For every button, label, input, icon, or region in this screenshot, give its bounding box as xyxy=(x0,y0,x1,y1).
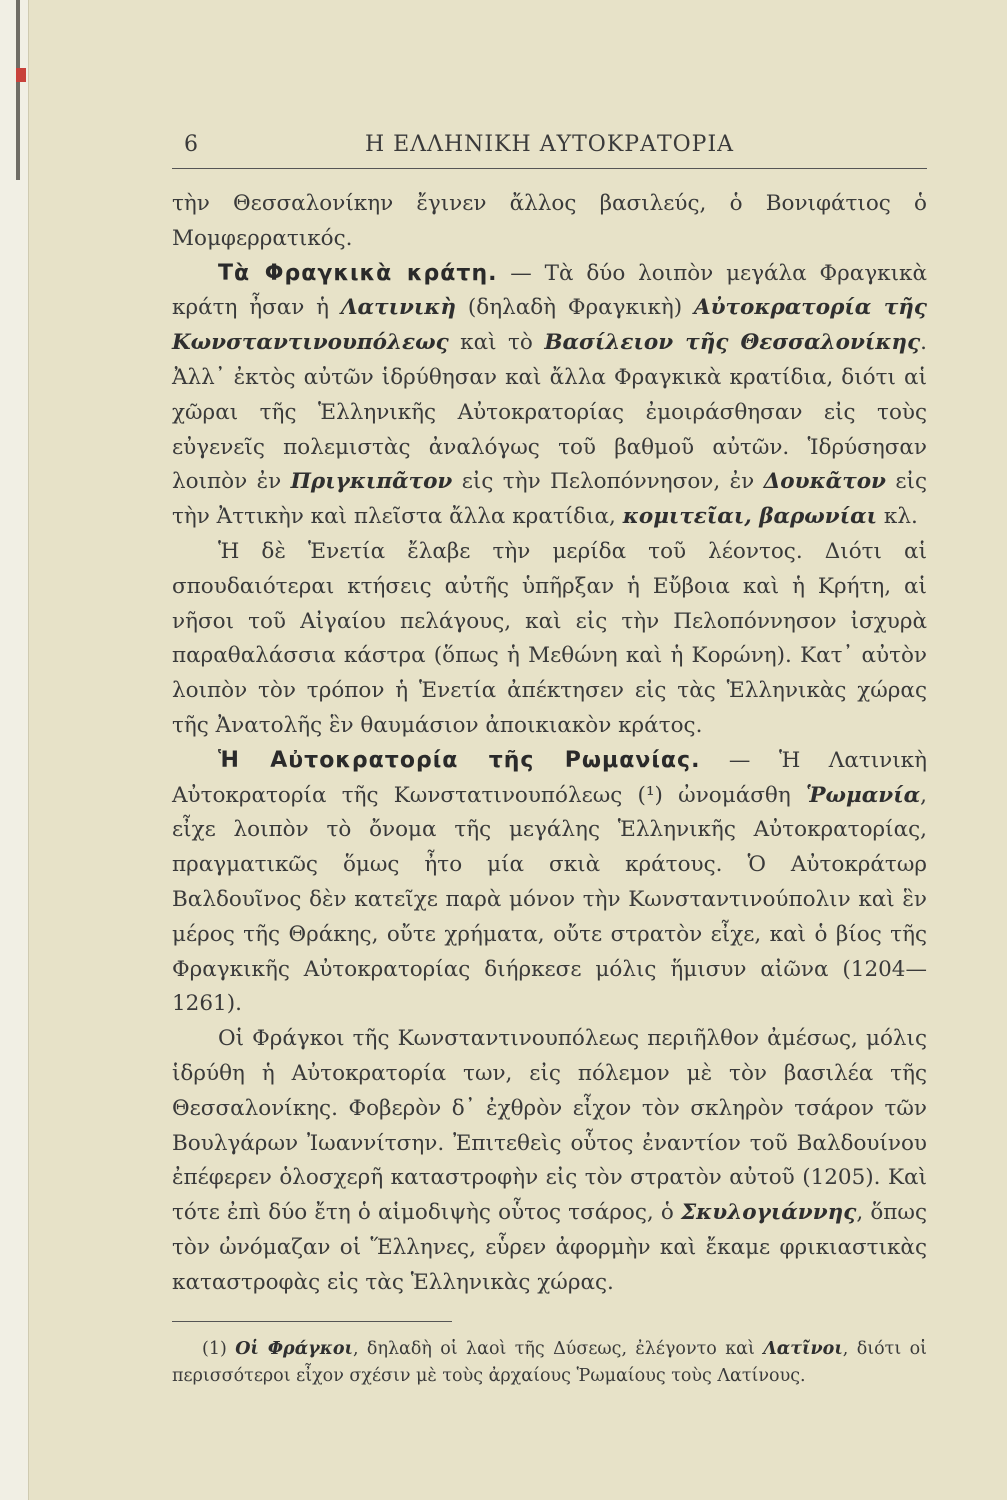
book-page xyxy=(172,120,927,1408)
text-run: τὴν Θεσσαλονίκην ἔγινεν ἄλλος βασιλεύς, ὁ Βονιφάτιος ὁ Μομφερρατικός. xyxy=(172,191,927,251)
emphasis: Δουκᾶτον xyxy=(763,469,886,495)
emphasis: Βασίλειον τῆς Θεσσαλονίκης xyxy=(544,330,921,356)
text-run: Ἡ δὲ Ἑνετία ἔλαβε τὴν μερίδα τοῦ λέοντος. Διότι αἱ σπουδαιότεραι κτήσεις αὐτῆς ὑπῆρξαν ἡ Εὔβοια καὶ ἡ Κρήτη, αἱ νῆσοι τοῦ Αἰγαίου πελάγους, καὶ εἰς τὴν Πελοπόννησον ἰσχυρὰ παραθαλάσσια κάστρα (ὅπως ἡ Μεθώνη καὶ ἡ Κορώνη). Κατ᾽ αὐτὸν λοιπὸν τὸν τρόπον ἡ Ἑνετία ἀπέκτησεν εἰς τὰς Ἑλληνικὰς χώρας τῆς Ἀνατολῆς ἓν θαυμάσιον ἀποικιακὸν κράτος. xyxy=(172,538,927,738)
text-run: , εἶχε λοιπὸν τὸ ὄνομα τῆς μεγάλης Ἑλληνικῆς Αὐτοκρατορίας, πραγματικῶς ὅμως ἦτο μία σκιὰ κράτους. Ὁ Αὐτοκράτωρ Βαλδουῖνος δὲν κατεῖχε παρὰ μόνον τὴν Κωνσταντινούπολιν καὶ ἓν μέρος τῆς Θράκης, οὔτε χρήματα, οὔτε στρατὸν εἶχε, καὶ ὁ βίος τῆς Φραγκικῆς Αὐτοκρατορίας διήρκεσε μόλις ἥμισυν αἰῶνα (1204—1261). xyxy=(172,782,927,1017)
text-run: — Τὰ δύο λοιπὸν μεγάλα Φραγκικὰ κράτη ἦσαν ἡ xyxy=(172,260,927,321)
text-run: κλ. xyxy=(877,504,918,530)
footnote xyxy=(172,1336,927,1391)
section-heading-frankish-states: Τὰ Φραγκικὰ κράτη. xyxy=(218,260,498,286)
paragraph-venice xyxy=(172,535,927,744)
body-text xyxy=(172,187,927,1301)
paragraph-1 xyxy=(172,187,927,257)
emphasis: Πριγκιπᾶτον xyxy=(290,469,453,495)
red-tab-mark xyxy=(16,68,26,82)
paragraph-romania xyxy=(172,744,927,1022)
emphasis: Ῥωμανία xyxy=(805,782,921,808)
text-run: , διότι οἱ περισσότεροι εἶχον σχέσιν μὲ τοὺς ἀρχαίους Ῥωμαίους τοὺς Λατίνους. xyxy=(172,1338,928,1386)
text-run: . Ἀλλ᾽ ἐκτὸς αὐτῶν ἱδρύθησαν καὶ ἄλλα Φραγκικὰ κρατίδια, διότι αἱ χῶραι τῆς Ἑλληνικῆς Αὐτοκρατορίας ἐμοιράσθησαν εἰς τοὺς εὐγενεῖς πολεμιστὰς ἀναλόγως τοῦ βαθμοῦ αὐτῶν. Ἱδρύσησαν λοιπὸν ἐν xyxy=(172,330,928,495)
page-number: 6 xyxy=(184,132,198,157)
emphasis: Σκυλογιάννης xyxy=(680,1200,857,1226)
emphasis: Λατινικὴ xyxy=(340,295,457,321)
page-header xyxy=(172,120,927,169)
emphasis: Λατῖνοι xyxy=(763,1338,843,1359)
emphasis: κομιτεῖαι, βαρωνίαι xyxy=(622,504,878,530)
binding-mark xyxy=(16,0,20,180)
paragraph-bulgarians xyxy=(172,1022,927,1300)
emphasis: Οἱ Φράγκοι xyxy=(235,1338,353,1359)
text-run: , δηλαδὴ οἱ λαοὶ τῆς Δύσεως, ἐλέγοντο καὶ xyxy=(352,1338,764,1359)
text-run: καὶ τὸ xyxy=(448,330,545,356)
text-run: Οἱ Φράγκοι τῆς Κωνσταντινουπόλεως περιῆλθον ἀμέσως, μόλις ἱδρύθη ἡ Αὐτοκρατορία των, εἰς πόλεμον μὲ τὸν βασιλέα τῆς Θεσσαλονίκης. Φοβερὸν δ᾽ ἐχθρὸν εἶχον τὸν σκληρὸν τσάρον τῶν Βουλγάρων Ἰωαννίτσην. Ἐπιτεθεὶς οὗτος ἐναντίον τοῦ Βαλδουίνου ἐπέφερεν ὁλοσχερῆ καταστροφὴν εἰς τὸν στρατὸν αὐτοῦ (1205). Καὶ τότε ἐπὶ δύο ἔτη ὁ αἱμοδιψὴς οὗτος τσάρος, ὁ xyxy=(172,1026,927,1226)
footnote-marker: (1) xyxy=(202,1338,236,1359)
footnote-divider xyxy=(172,1321,452,1322)
text-run: εἰς τὴν Πελοπόννησον, ἐν xyxy=(452,469,764,495)
text-run: , ὅπως τὸν ὠνόμαζαν οἱ Ἕλληνες, εὗρεν ἀφορμὴν καὶ ἔκαμε φρικιαστικὰς καταστροφὰς εἰς τὰς Ἑλληνικὰς χώρας. xyxy=(172,1200,927,1295)
section-heading-romania: Ἡ Αὐτοκρατορία τῆς Ρωμανίας. xyxy=(218,747,701,773)
text-run: — Ἡ Λατινικὴ Αὐτοκρατορία τῆς Κωνστατινουπόλεως (¹) ὠνομάσθη xyxy=(172,747,927,808)
emphasis: Αὐτοκρατορία τῆς Κωνσταντινουπόλεως xyxy=(172,295,928,356)
paragraph-frankish-states xyxy=(172,257,927,535)
running-head: Η ΕΛΛΗΝΙΚΗ ΑΥΤΟΚΡΑΤΟΡΙΑ xyxy=(364,132,735,157)
binding-edge xyxy=(0,0,29,1500)
text-run: (δηλαδὴ Φραγκικὴ) xyxy=(456,295,694,321)
text-run: εἰς τὴν Ἀττικὴν καὶ πλεῖστα ἄλλα κρατίδια, xyxy=(172,469,927,530)
